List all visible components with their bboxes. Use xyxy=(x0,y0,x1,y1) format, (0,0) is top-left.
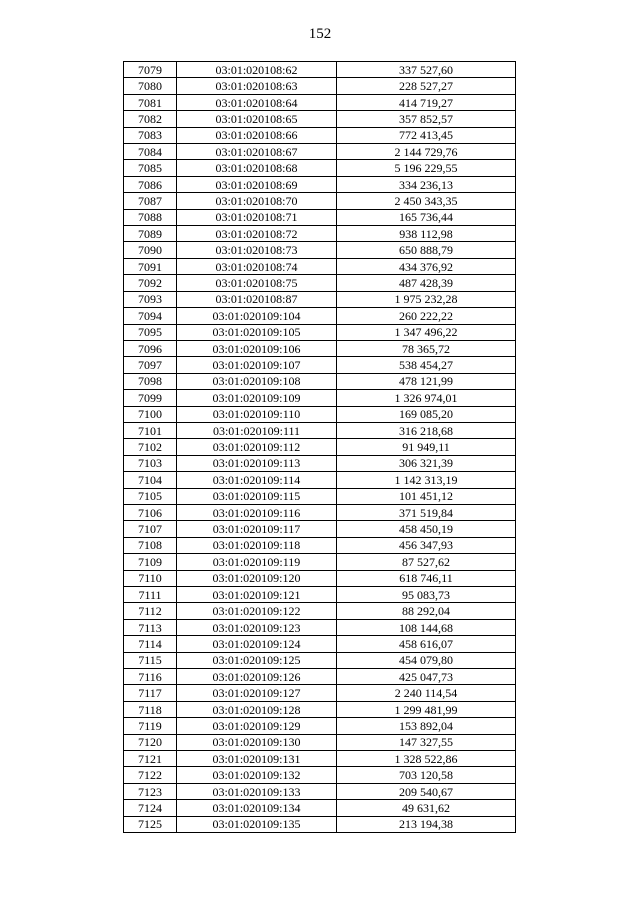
cadastral-number-cell: 03:01:020109:128 xyxy=(177,701,337,717)
value-cell: 478 121,99 xyxy=(337,373,516,389)
value-cell: 91 949,11 xyxy=(337,439,516,455)
cadastral-number-cell: 03:01:020109:127 xyxy=(177,685,337,701)
table-row xyxy=(124,226,516,242)
row-number-cell: 7088 xyxy=(124,209,177,225)
value-cell: 2 144 729,76 xyxy=(337,144,516,160)
cadastral-number-cell: 03:01:020108:69 xyxy=(177,176,337,192)
row-number-cell: 7101 xyxy=(124,422,177,438)
table-row xyxy=(124,62,516,78)
value-cell: 618 746,11 xyxy=(337,570,516,586)
value-cell: 169 085,20 xyxy=(337,406,516,422)
value-cell: 334 236,13 xyxy=(337,176,516,192)
cadastral-number-cell: 03:01:020108:75 xyxy=(177,275,337,291)
value-cell: 306 321,39 xyxy=(337,455,516,471)
row-number-cell: 7099 xyxy=(124,390,177,406)
cadastral-number-cell: 03:01:020109:125 xyxy=(177,652,337,668)
table-row xyxy=(124,308,516,324)
row-number-cell: 7116 xyxy=(124,669,177,685)
table-row xyxy=(124,144,516,160)
row-number-cell: 7125 xyxy=(124,816,177,832)
value-cell: 101 451,12 xyxy=(337,488,516,504)
table-row xyxy=(124,603,516,619)
value-cell: 78 365,72 xyxy=(337,340,516,356)
value-cell: 2 240 114,54 xyxy=(337,685,516,701)
table-row xyxy=(124,422,516,438)
row-number-cell: 7118 xyxy=(124,701,177,717)
value-cell: 772 413,45 xyxy=(337,127,516,143)
row-number-cell: 7098 xyxy=(124,373,177,389)
cadastral-number-cell: 03:01:020108:72 xyxy=(177,226,337,242)
table-row xyxy=(124,685,516,701)
cadastral-number-cell: 03:01:020109:126 xyxy=(177,669,337,685)
table-row xyxy=(124,734,516,750)
table-row xyxy=(124,193,516,209)
value-cell: 337 527,60 xyxy=(337,62,516,78)
cadastral-number-cell: 03:01:020109:107 xyxy=(177,357,337,373)
value-cell: 357 852,57 xyxy=(337,111,516,127)
table-row xyxy=(124,570,516,586)
row-number-cell: 7092 xyxy=(124,275,177,291)
row-number-cell: 7117 xyxy=(124,685,177,701)
row-number-cell: 7114 xyxy=(124,636,177,652)
value-cell: 108 144,68 xyxy=(337,619,516,635)
table-row xyxy=(124,504,516,520)
cadastral-number-cell: 03:01:020108:70 xyxy=(177,193,337,209)
value-cell: 425 047,73 xyxy=(337,669,516,685)
value-cell: 1 975 232,28 xyxy=(337,291,516,307)
cadastral-number-cell: 03:01:020109:132 xyxy=(177,767,337,783)
value-cell: 95 083,73 xyxy=(337,587,516,603)
value-cell: 260 222,22 xyxy=(337,308,516,324)
table-row xyxy=(124,78,516,94)
value-cell: 153 892,04 xyxy=(337,718,516,734)
table-row xyxy=(124,209,516,225)
value-cell: 1 142 313,19 xyxy=(337,472,516,488)
table-row xyxy=(124,291,516,307)
table-row xyxy=(124,242,516,258)
cadastral-number-cell: 03:01:020109:115 xyxy=(177,488,337,504)
value-cell: 209 540,67 xyxy=(337,783,516,799)
cadastral-number-cell: 03:01:020108:66 xyxy=(177,127,337,143)
table-row xyxy=(124,521,516,537)
cadastral-number-cell: 03:01:020109:104 xyxy=(177,308,337,324)
table-row xyxy=(124,767,516,783)
cadastral-number-cell: 03:01:020109:130 xyxy=(177,734,337,750)
table-row xyxy=(124,373,516,389)
table-row xyxy=(124,160,516,176)
row-number-cell: 7121 xyxy=(124,751,177,767)
row-number-cell: 7079 xyxy=(124,62,177,78)
table-row xyxy=(124,176,516,192)
value-cell: 487 428,39 xyxy=(337,275,516,291)
table-row xyxy=(124,439,516,455)
cadastral-number-cell: 03:01:020109:112 xyxy=(177,439,337,455)
row-number-cell: 7083 xyxy=(124,127,177,143)
cadastral-number-cell: 03:01:020109:131 xyxy=(177,751,337,767)
table-row xyxy=(124,455,516,471)
cadastral-number-cell: 03:01:020108:74 xyxy=(177,258,337,274)
value-cell: 650 888,79 xyxy=(337,242,516,258)
cadastral-number-cell: 03:01:020109:108 xyxy=(177,373,337,389)
row-number-cell: 7119 xyxy=(124,718,177,734)
value-cell: 1 328 522,86 xyxy=(337,751,516,767)
table-row xyxy=(124,357,516,373)
value-cell: 88 292,04 xyxy=(337,603,516,619)
value-cell: 454 079,80 xyxy=(337,652,516,668)
row-number-cell: 7105 xyxy=(124,488,177,504)
row-number-cell: 7081 xyxy=(124,94,177,110)
table-row xyxy=(124,472,516,488)
registry-table-body xyxy=(124,62,516,833)
row-number-cell: 7100 xyxy=(124,406,177,422)
value-cell: 538 454,27 xyxy=(337,357,516,373)
row-number-cell: 7122 xyxy=(124,767,177,783)
cadastral-number-cell: 03:01:020108:64 xyxy=(177,94,337,110)
row-number-cell: 7113 xyxy=(124,619,177,635)
table-row xyxy=(124,619,516,635)
row-number-cell: 7085 xyxy=(124,160,177,176)
row-number-cell: 7106 xyxy=(124,504,177,520)
value-cell: 1 347 496,22 xyxy=(337,324,516,340)
row-number-cell: 7120 xyxy=(124,734,177,750)
cadastral-number-cell: 03:01:020109:113 xyxy=(177,455,337,471)
row-number-cell: 7091 xyxy=(124,258,177,274)
table-row xyxy=(124,751,516,767)
cadastral-number-cell: 03:01:020108:73 xyxy=(177,242,337,258)
value-cell: 456 347,93 xyxy=(337,537,516,553)
value-cell: 147 327,55 xyxy=(337,734,516,750)
cadastral-number-cell: 03:01:020109:114 xyxy=(177,472,337,488)
table-row xyxy=(124,587,516,603)
table-row xyxy=(124,488,516,504)
row-number-cell: 7110 xyxy=(124,570,177,586)
value-cell: 5 196 229,55 xyxy=(337,160,516,176)
table-row xyxy=(124,94,516,110)
cadastral-number-cell: 03:01:020109:111 xyxy=(177,422,337,438)
cadastral-number-cell: 03:01:020108:62 xyxy=(177,62,337,78)
row-number-cell: 7090 xyxy=(124,242,177,258)
page-number: 152 xyxy=(308,26,332,42)
row-number-cell: 7097 xyxy=(124,357,177,373)
table-row xyxy=(124,669,516,685)
cadastral-number-cell: 03:01:020109:121 xyxy=(177,587,337,603)
cadastral-number-cell: 03:01:020108:63 xyxy=(177,78,337,94)
cadastral-number-cell: 03:01:020109:122 xyxy=(177,603,337,619)
cadastral-number-cell: 03:01:020109:116 xyxy=(177,504,337,520)
cadastral-number-cell: 03:01:020109:117 xyxy=(177,521,337,537)
value-cell: 434 376,92 xyxy=(337,258,516,274)
value-cell: 228 527,27 xyxy=(337,78,516,94)
value-cell: 213 194,38 xyxy=(337,816,516,832)
registry-table xyxy=(123,61,516,833)
row-number-cell: 7084 xyxy=(124,144,177,160)
table-row xyxy=(124,127,516,143)
table-row xyxy=(124,554,516,570)
row-number-cell: 7082 xyxy=(124,111,177,127)
cadastral-number-cell: 03:01:020108:68 xyxy=(177,160,337,176)
cadastral-number-cell: 03:01:020108:87 xyxy=(177,291,337,307)
table-row xyxy=(124,636,516,652)
table-row xyxy=(124,111,516,127)
table-row xyxy=(124,324,516,340)
cadastral-number-cell: 03:01:020109:134 xyxy=(177,800,337,816)
row-number-cell: 7115 xyxy=(124,652,177,668)
cadastral-number-cell: 03:01:020108:71 xyxy=(177,209,337,225)
table-row xyxy=(124,390,516,406)
cadastral-number-cell: 03:01:020109:123 xyxy=(177,619,337,635)
cadastral-number-cell: 03:01:020109:129 xyxy=(177,718,337,734)
cadastral-number-cell: 03:01:020109:105 xyxy=(177,324,337,340)
table-row xyxy=(124,701,516,717)
cadastral-number-cell: 03:01:020109:110 xyxy=(177,406,337,422)
cadastral-number-cell: 03:01:020109:109 xyxy=(177,390,337,406)
value-cell: 165 736,44 xyxy=(337,209,516,225)
row-number-cell: 7095 xyxy=(124,324,177,340)
table-row xyxy=(124,718,516,734)
row-number-cell: 7089 xyxy=(124,226,177,242)
row-number-cell: 7086 xyxy=(124,176,177,192)
cadastral-number-cell: 03:01:020109:135 xyxy=(177,816,337,832)
table-row xyxy=(124,816,516,832)
value-cell: 1 326 974,01 xyxy=(337,390,516,406)
table-row xyxy=(124,652,516,668)
value-cell: 49 631,62 xyxy=(337,800,516,816)
table-row xyxy=(124,800,516,816)
value-cell: 2 450 343,35 xyxy=(337,193,516,209)
cadastral-number-cell: 03:01:020108:67 xyxy=(177,144,337,160)
row-number-cell: 7102 xyxy=(124,439,177,455)
cadastral-number-cell: 03:01:020109:119 xyxy=(177,554,337,570)
row-number-cell: 7109 xyxy=(124,554,177,570)
row-number-cell: 7093 xyxy=(124,291,177,307)
cadastral-number-cell: 03:01:020109:133 xyxy=(177,783,337,799)
table-row xyxy=(124,258,516,274)
table-row xyxy=(124,537,516,553)
row-number-cell: 7103 xyxy=(124,455,177,471)
value-cell: 703 120,58 xyxy=(337,767,516,783)
row-number-cell: 7111 xyxy=(124,587,177,603)
table-row xyxy=(124,340,516,356)
table-row xyxy=(124,275,516,291)
value-cell: 371 519,84 xyxy=(337,504,516,520)
row-number-cell: 7096 xyxy=(124,340,177,356)
value-cell: 316 218,68 xyxy=(337,422,516,438)
row-number-cell: 7104 xyxy=(124,472,177,488)
row-number-cell: 7080 xyxy=(124,78,177,94)
table-row xyxy=(124,406,516,422)
row-number-cell: 7123 xyxy=(124,783,177,799)
cadastral-number-cell: 03:01:020109:118 xyxy=(177,537,337,553)
cadastral-number-cell: 03:01:020108:65 xyxy=(177,111,337,127)
row-number-cell: 7112 xyxy=(124,603,177,619)
value-cell: 458 450,19 xyxy=(337,521,516,537)
cadastral-number-cell: 03:01:020109:106 xyxy=(177,340,337,356)
cadastral-number-cell: 03:01:020109:124 xyxy=(177,636,337,652)
value-cell: 414 719,27 xyxy=(337,94,516,110)
row-number-cell: 7094 xyxy=(124,308,177,324)
table-row xyxy=(124,783,516,799)
row-number-cell: 7108 xyxy=(124,537,177,553)
value-cell: 458 616,07 xyxy=(337,636,516,652)
value-cell: 87 527,62 xyxy=(337,554,516,570)
row-number-cell: 7087 xyxy=(124,193,177,209)
row-number-cell: 7107 xyxy=(124,521,177,537)
row-number-cell: 7124 xyxy=(124,800,177,816)
cadastral-number-cell: 03:01:020109:120 xyxy=(177,570,337,586)
value-cell: 1 299 481,99 xyxy=(337,701,516,717)
value-cell: 938 112,98 xyxy=(337,226,516,242)
